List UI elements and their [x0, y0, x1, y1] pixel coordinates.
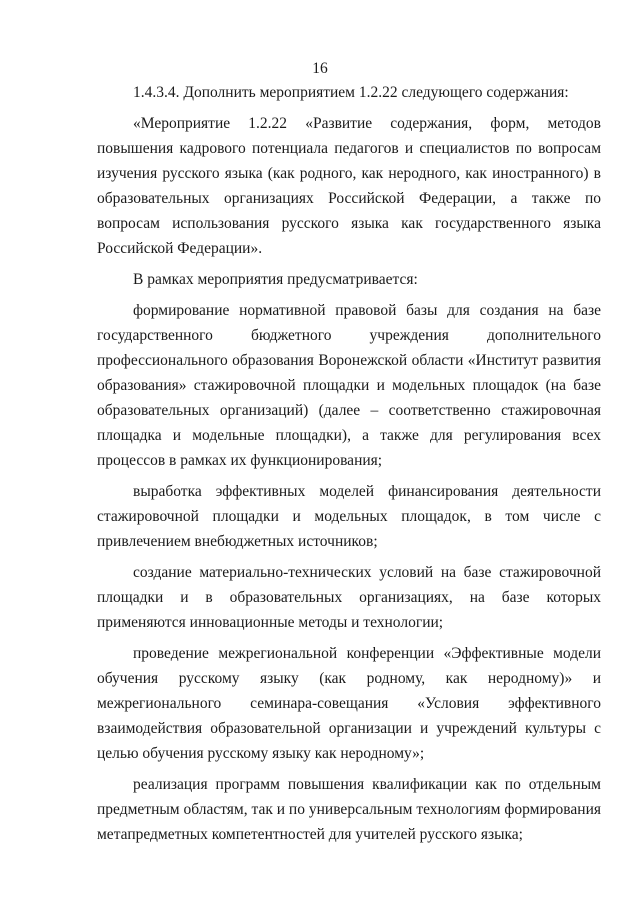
paragraph-item-normative-base: формирование нормативной правовой базы для создания на базе государственного бюджетного учреждения дополнительного профессионального образования Воронежской области «Институт развития образования» стажировочной площадки и модельных площадок (на базе образовательных организаций) (далее – соответственно стажировочная площадка и модельные площадки), а также для регулирования всех процессов в рамках их функционирования;	[97, 302, 601, 469]
document-body	[97, 80, 601, 853]
paragraph-item-financing: выработка эффективных моделей финансирования деятельности стажировочной площадки и модельных площадок, в том числе с привлечением внебюджетных источников;	[97, 483, 601, 550]
page-number: 16	[312, 60, 328, 77]
paragraph-item-material-conditions: создание материально-технических условий на базе стажировочной площадки и в образовательных организациях, на базе которых применяются инновационные методы и технологии;	[97, 564, 601, 631]
paragraph-item-conference: проведение межрегиональной конференции «Эффективные модели обучения русскому языку (как родному, как неродному)» и межрегионального семинара-совещания «Условия эффективного взаимодействия образовательной организации и учреждений культуры с целью обучения русскому языку как неродному»;	[97, 645, 601, 762]
paragraph-item-qualification-programs: реализация программ повышения квалификации как по отдельным предметным областям, так и по универсальным технологиям формирования метапредметных компетентностей для учителей русского языка;	[97, 776, 601, 843]
paragraph-intro: В рамках мероприятия предусматривается:	[133, 271, 418, 288]
paragraph-amendment-heading: 1.4.3.4. Дополнить мероприятием 1.2.22 следующего содержания:	[133, 84, 569, 101]
paragraph-measure-title: «Мероприятие 1.2.22 «Развитие содержания, форм, методов повышения кадрового потенциала педагогов и специалистов по вопросам изучения русского языка (как родного, как неродного, как иностранного) в образовательных организациях Российской Федерации, а также по вопросам использования русского языка как государственного языка Российской Федерации».	[97, 115, 601, 257]
